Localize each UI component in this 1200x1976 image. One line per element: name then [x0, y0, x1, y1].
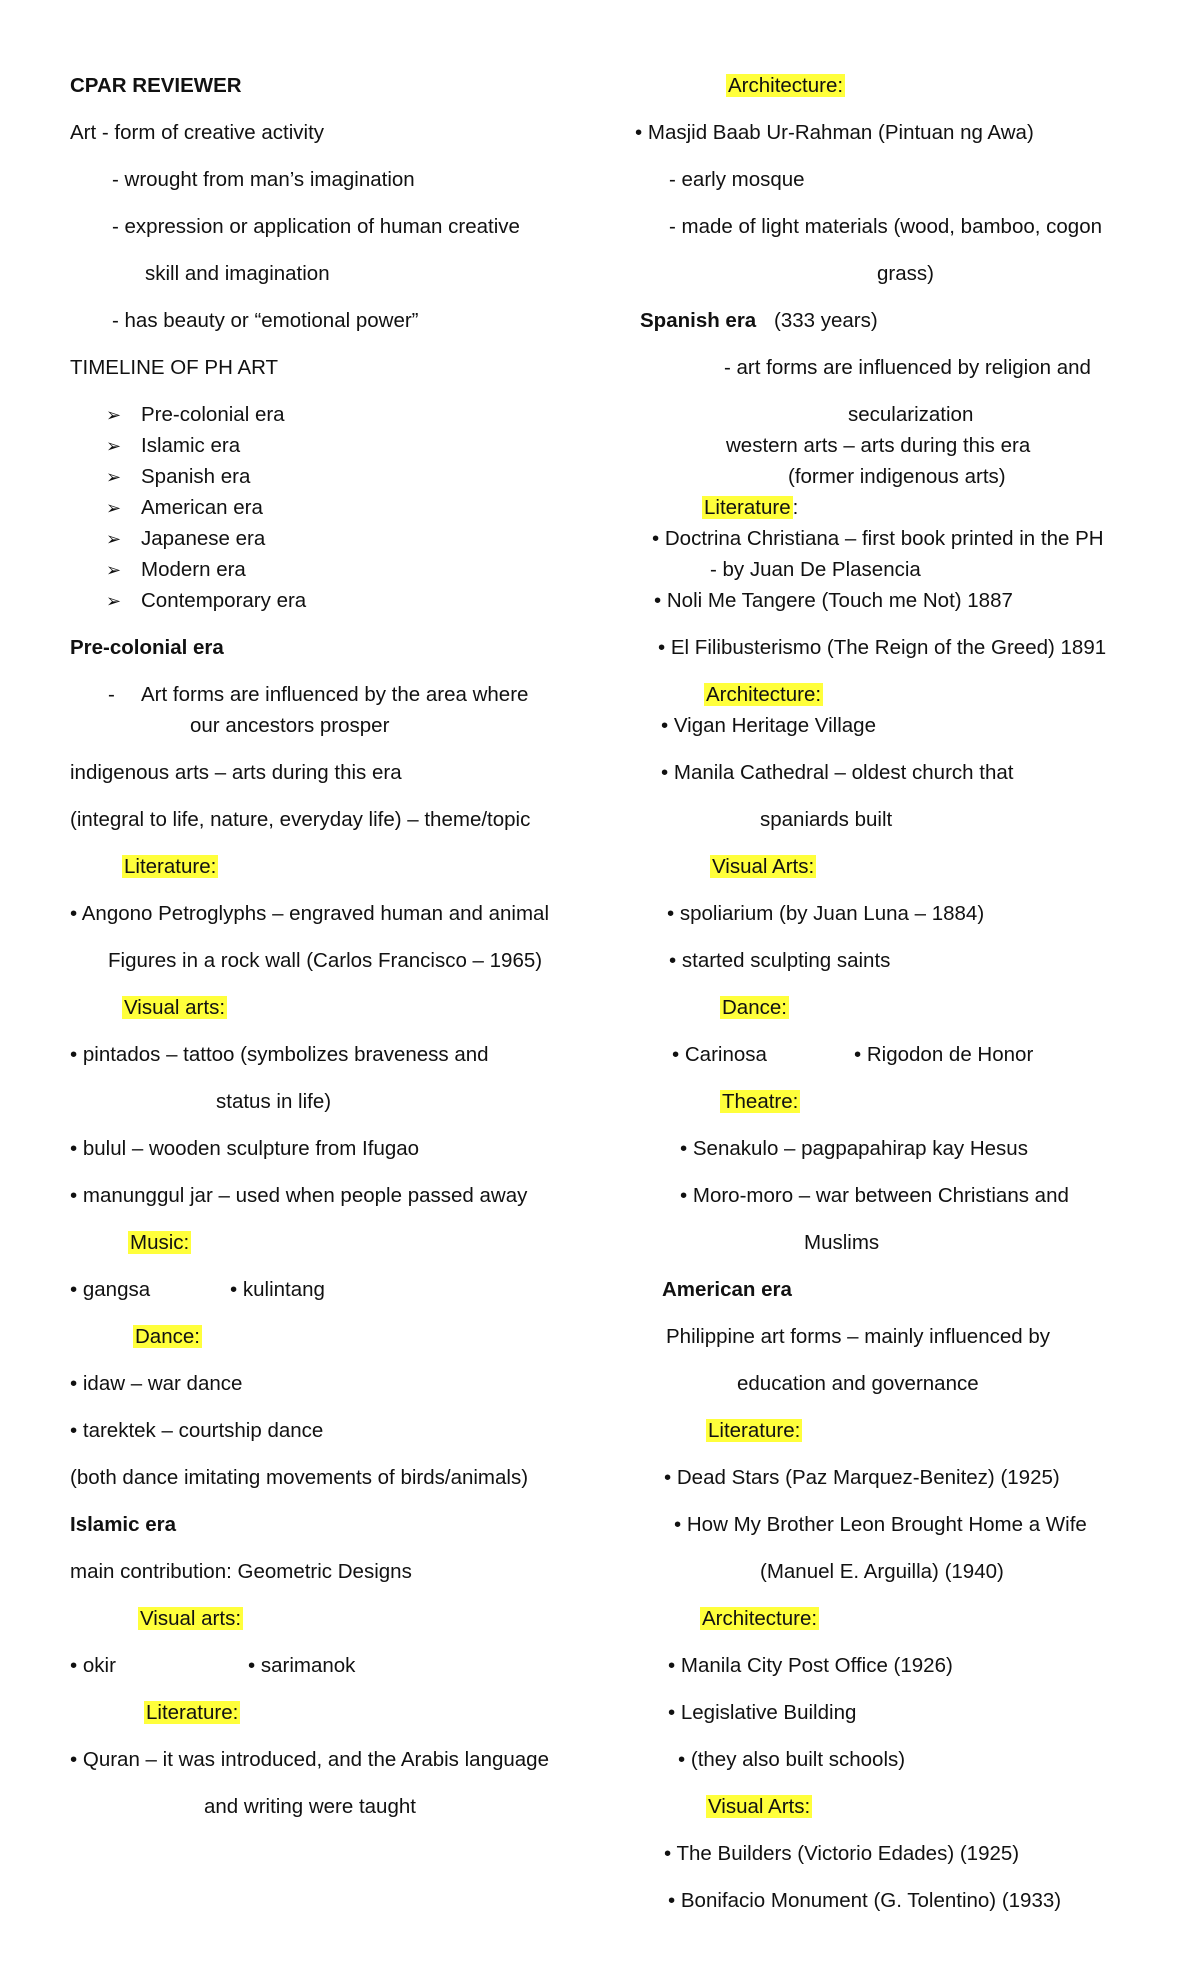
- highlight-label: Visual Arts:: [712, 855, 815, 878]
- list-item: • okir: [70, 1654, 116, 1677]
- text-line: - by Juan De Plasencia: [710, 558, 921, 581]
- text-line: spaniards built: [760, 808, 893, 831]
- category-label: [706, 1794, 812, 1820]
- timeline-item: Spanish era: [141, 465, 251, 488]
- text-line: - early mosque: [669, 168, 805, 191]
- category-label: [128, 1230, 191, 1256]
- timeline-item: Pre-colonial era: [141, 403, 285, 426]
- highlight-label: Literature:: [708, 1419, 801, 1442]
- arrow-bullet-icon: ➢: [106, 560, 122, 580]
- text-line: indigenous arts – arts during this era: [70, 761, 402, 784]
- list-item: • Legislative Building: [668, 1701, 857, 1724]
- text-line: Art forms are influenced by the area where: [141, 683, 529, 706]
- text-line: our ancestors prosper: [190, 714, 390, 737]
- list-item: • idaw – war dance: [70, 1372, 243, 1395]
- list-item: • Carinosa: [672, 1043, 767, 1066]
- category-label: [720, 1089, 800, 1115]
- list-item: • Rigodon de Honor: [854, 1043, 1034, 1066]
- timeline-item: Modern era: [141, 558, 246, 581]
- list-item: • Angono Petroglyphs – engraved human and animal: [70, 902, 550, 925]
- highlight-label: Visual Arts:: [708, 1795, 811, 1818]
- arrow-bullet-icon: ➢: [106, 436, 122, 456]
- text-line: grass): [877, 262, 934, 285]
- page-title: CPAR REVIEWER: [70, 74, 242, 97]
- text-line: Philippine art forms – mainly influenced by: [666, 1325, 1050, 1348]
- list-item: • spoliarium (by Juan Luna – 1884): [667, 902, 985, 925]
- list-item: • manunggul jar – used when people passed away: [70, 1184, 528, 1207]
- category-label: [726, 73, 845, 99]
- art-point: - wrought from man’s imagination: [112, 168, 415, 191]
- art-point: - has beauty or “emotional power”: [112, 309, 419, 332]
- text-line: western arts – arts during this era: [726, 434, 1031, 457]
- text-line: - made of light materials (wood, bamboo, cogon: [669, 215, 1103, 238]
- list-item: • Dead Stars (Paz Marquez-Benitez) (1925): [664, 1466, 1060, 1489]
- category-label: [122, 854, 218, 880]
- highlight-label: Architecture:: [728, 74, 844, 97]
- category-label: [710, 854, 816, 880]
- list-item: • Vigan Heritage Village: [661, 714, 876, 737]
- category-label: [720, 995, 789, 1021]
- list-item: • bulul – wooden sculpture from Ifugao: [70, 1137, 420, 1160]
- list-item: • Manila City Post Office (1926): [668, 1654, 953, 1677]
- dash-bullet: -: [108, 683, 115, 706]
- list-item: • tarektek – courtship dance: [70, 1419, 324, 1442]
- list-item: • (they also built schools): [678, 1748, 906, 1771]
- text-line: - art forms are influenced by religion and: [724, 356, 1091, 379]
- text-line: (integral to life, nature, everyday life) – theme/topic: [70, 808, 531, 831]
- list-item: • pintados – tattoo (symbolizes braveness and: [70, 1043, 489, 1066]
- list-item: • Noli Me Tangere (Touch me Not) 1887: [654, 589, 1013, 612]
- art-point: - expression or application of human creative: [112, 215, 520, 238]
- arrow-bullet-icon: ➢: [106, 591, 122, 611]
- text-line: (both dance imitating movements of birds/animals): [70, 1466, 529, 1489]
- category-label: [704, 682, 823, 708]
- category-label: [133, 1324, 202, 1350]
- list-item: • Moro-moro – war between Christians and: [680, 1184, 1069, 1207]
- list-item: • gangsa: [70, 1278, 151, 1301]
- section-heading: Islamic era: [70, 1513, 176, 1536]
- art-definition: Art - form of creative activity: [70, 121, 325, 144]
- text-line: Muslims: [804, 1231, 880, 1254]
- arrow-bullet-icon: ➢: [106, 405, 122, 425]
- arrow-bullet-icon: ➢: [106, 498, 122, 518]
- highlight-label: Music:: [130, 1231, 190, 1254]
- highlight-label: Visual arts:: [140, 1607, 242, 1630]
- highlight-label: Architecture:: [706, 683, 822, 706]
- highlight-label: Architecture:: [702, 1607, 818, 1630]
- text-line: main contribution: Geometric Designs: [70, 1560, 412, 1583]
- highlight-label: Literature:: [124, 855, 217, 878]
- art-point: skill and imagination: [145, 262, 330, 285]
- list-item: • Senakulo – pagpapahirap kay Hesus: [680, 1137, 1028, 1160]
- category-label: [700, 1606, 819, 1632]
- section-heading: American era: [662, 1278, 792, 1301]
- list-item: • sarimanok: [248, 1654, 356, 1677]
- list-item: • started sculpting saints: [669, 949, 891, 972]
- text-line: secularization: [848, 403, 974, 426]
- category-label: [138, 1606, 243, 1632]
- label-colon: :: [792, 496, 799, 519]
- text-line: (former indigenous arts): [788, 465, 1006, 488]
- list-item: • The Builders (Victorio Edades) (1925): [664, 1842, 1020, 1865]
- timeline-item: Islamic era: [141, 434, 241, 457]
- highlight-label: Literature: [704, 496, 791, 519]
- era-years: (333 years): [774, 309, 878, 332]
- highlight-label: Visual arts:: [124, 996, 226, 1019]
- highlight-label: Theatre:: [722, 1090, 799, 1113]
- list-item: • How My Brother Leon Brought Home a Wife: [674, 1513, 1087, 1536]
- arrow-bullet-icon: ➢: [106, 529, 122, 549]
- text-line: status in life): [216, 1090, 332, 1113]
- list-item: • Quran – it was introduced, and the Arabis language: [70, 1748, 549, 1771]
- category-label: [702, 495, 798, 521]
- section-heading: Spanish era: [640, 309, 757, 332]
- text-line: (Manuel E. Arguilla) (1940): [760, 1560, 1004, 1583]
- arrow-bullet-icon: ➢: [106, 467, 122, 487]
- category-label: [122, 995, 227, 1021]
- timeline-item: Japanese era: [141, 527, 266, 550]
- list-item: • El Filibusterismo (The Reign of the Greed) 1891: [658, 636, 1107, 659]
- text-line: education and governance: [737, 1372, 979, 1395]
- text-line: and writing were taught: [204, 1795, 416, 1818]
- highlight-label: Dance:: [135, 1325, 200, 1348]
- list-item: • Doctrina Christiana – first book printed in the PH: [652, 527, 1104, 550]
- list-item: • Bonifacio Monument (G. Tolentino) (1933): [668, 1889, 1062, 1912]
- list-item: • Manila Cathedral – oldest church that: [661, 761, 1014, 784]
- list-item: • Masjid Baab Ur-Rahman (Pintuan ng Awa): [635, 121, 1034, 144]
- highlight-label: Dance:: [722, 996, 787, 1019]
- list-item: • kulintang: [230, 1278, 325, 1301]
- highlight-label: Literature:: [146, 1701, 239, 1724]
- timeline-item: Contemporary era: [141, 589, 307, 612]
- text-line: Figures in a rock wall (Carlos Francisco – 1965): [108, 949, 543, 972]
- timeline-item: American era: [141, 496, 263, 519]
- section-heading: Pre-colonial era: [70, 636, 224, 659]
- category-label: [144, 1700, 240, 1726]
- category-label: [706, 1418, 802, 1444]
- timeline-heading: TIMELINE OF PH ART: [70, 356, 279, 379]
